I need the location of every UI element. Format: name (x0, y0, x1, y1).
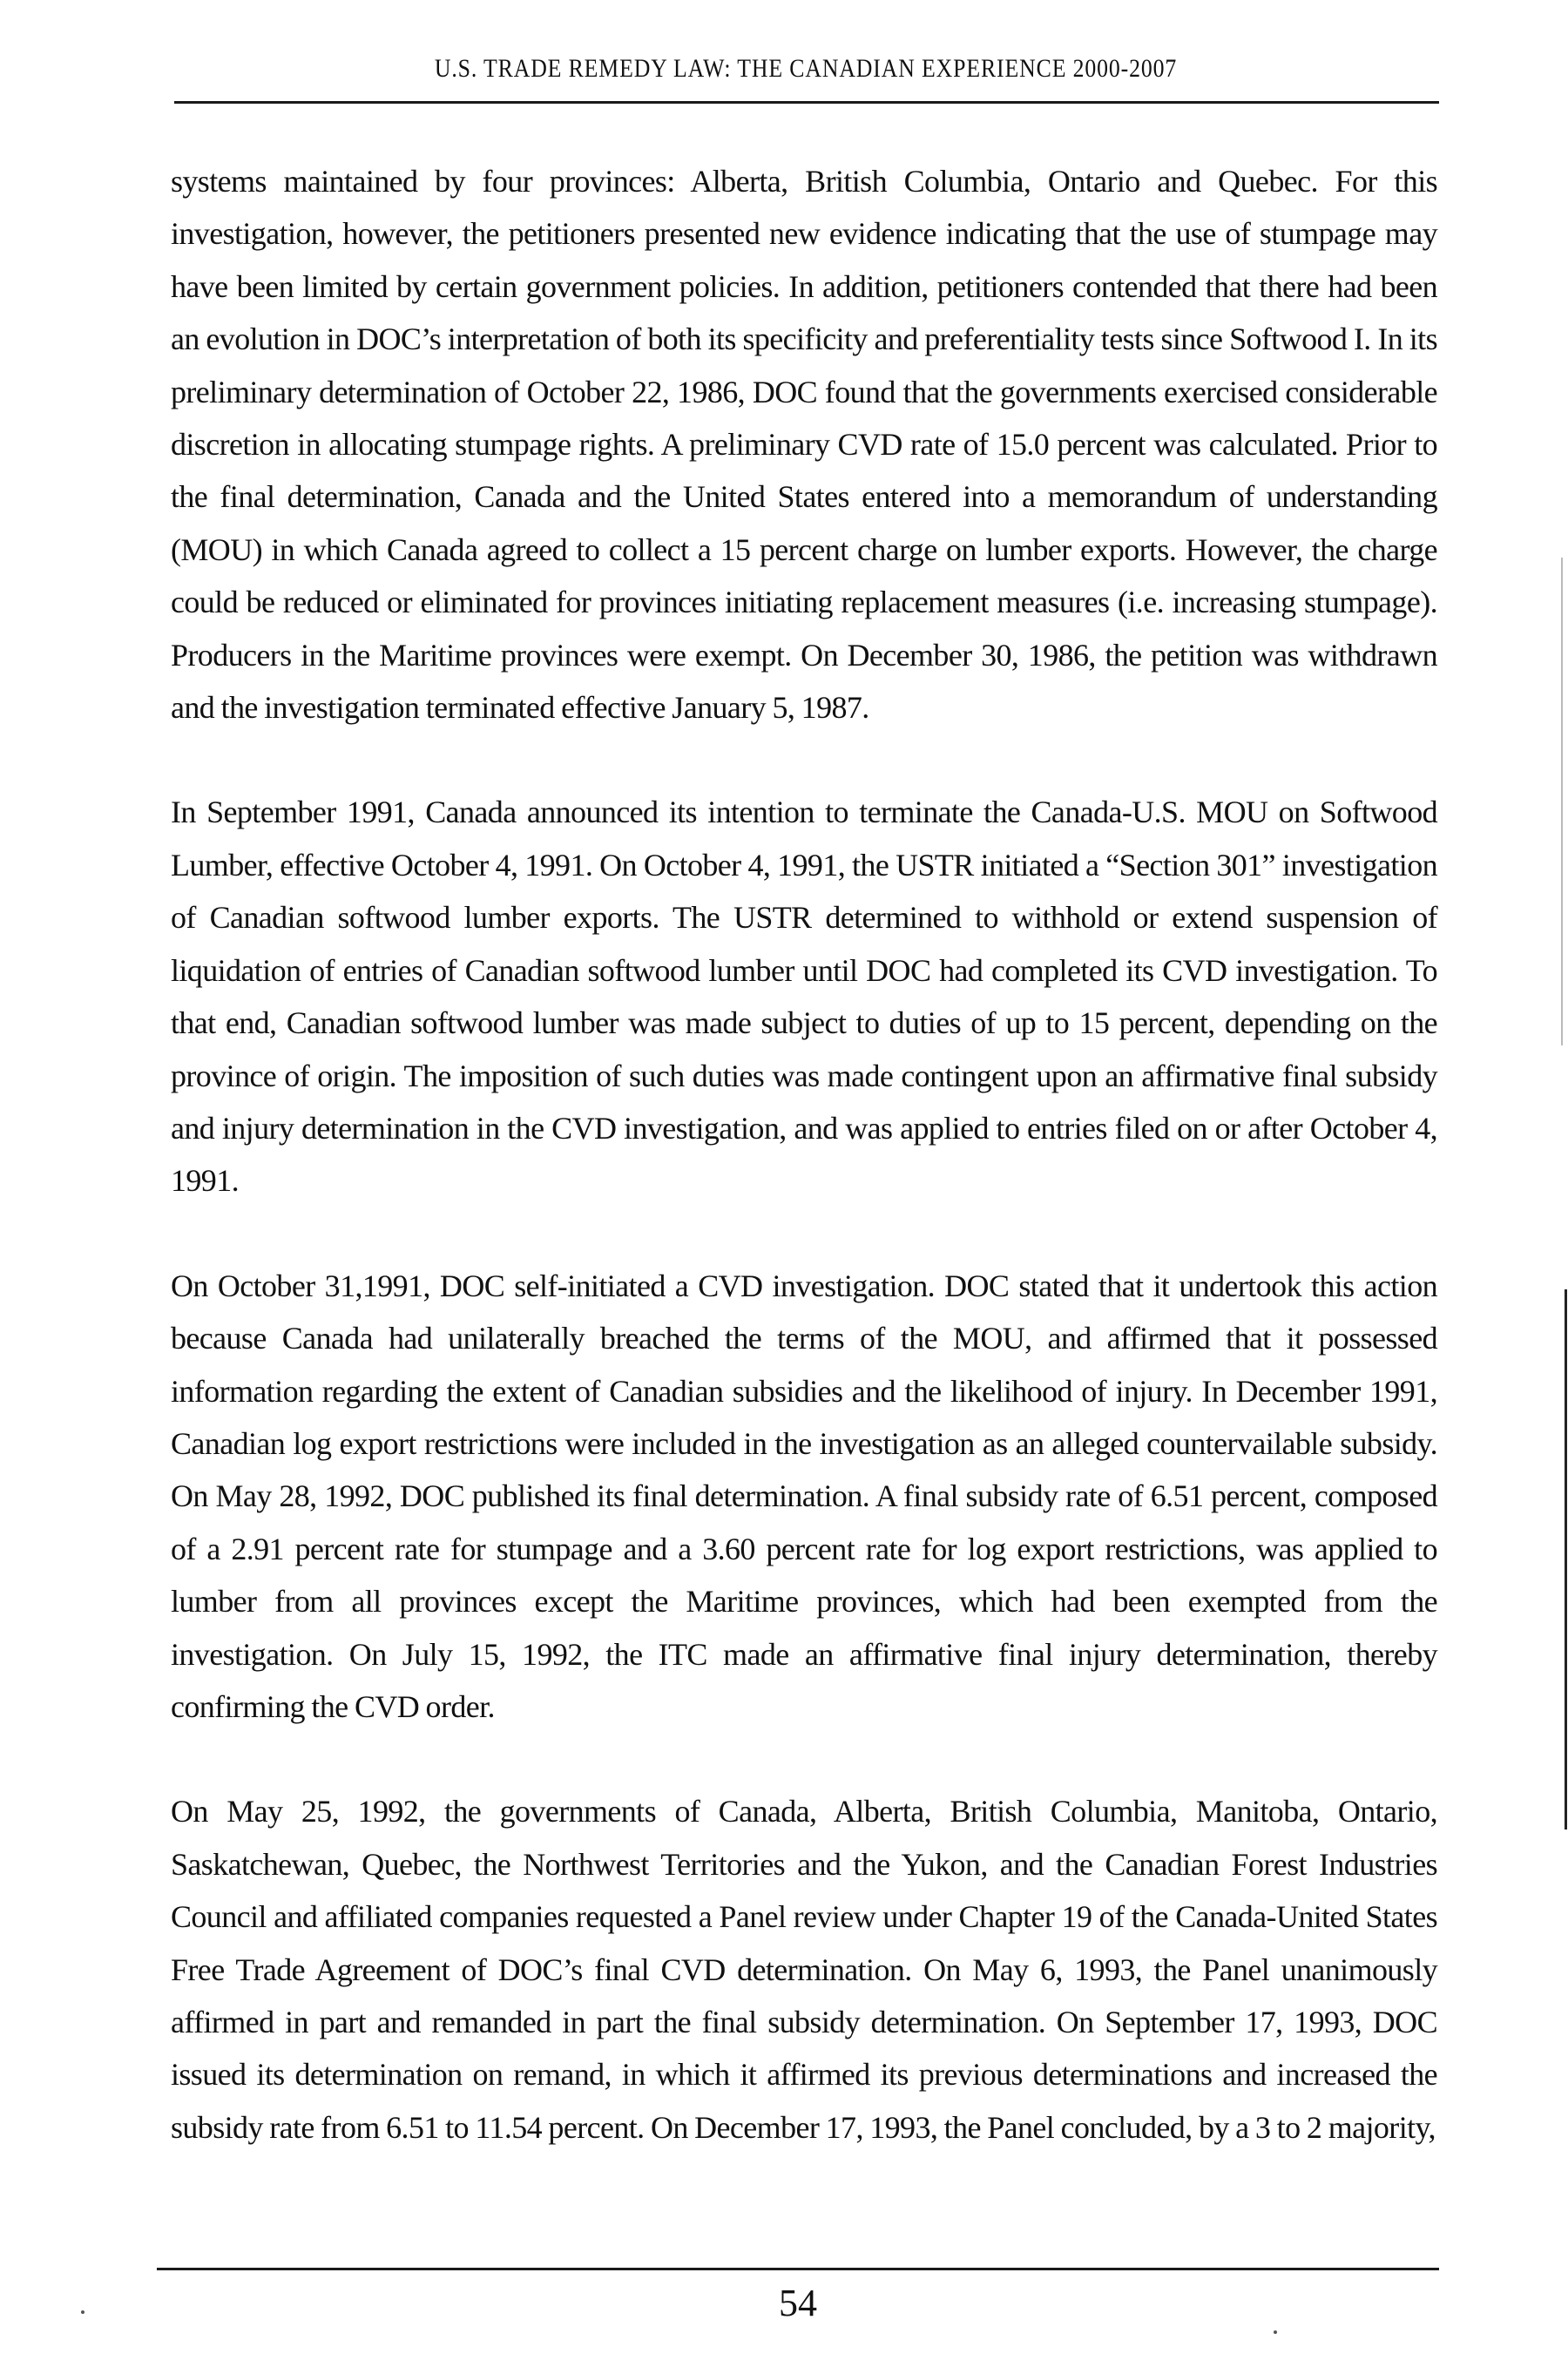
paragraph-softwood-ii: systems maintained by four provinces: Alberta, British Columbia, Ontario and Quebec. For this investigation, however, the petitioners presented new evidence indicating that the use of stumpage may have been limited by certain government policies. In addition, petitioners contended that there had been an evolution in DOC’s interpretation of both its specificity and preferentiality tests since Softwood I. In its preliminary determination of October 22, 1986, DOC found that the governments exercised considerable discretion in allocating stumpage rights. A preliminary CVD rate of 15.0 percent was calculated. Prior to the final determination, Canada and the United States entered into a memorandum of understanding (MOU) in which Canada agreed to collect a 15 percent charge on lumber exports. However, the charge could be reduced or eliminated for provinces initiating replacement measures (i.e. increasing stumpage). Producers in the Maritime provinces were exempt. On December 30, 1986, the petition was withdrawn and the investigation terminated effective January 5, 1987. (171, 164, 1437, 726)
paragraph-panel-review: On May 25, 1992, the governments of Canada, Alberta, British Columbia, Manitoba, Ontario, Saskatchewan, Quebec, the Northwest Territories and the Yukon, and the Canadian Forest Industries Council and affiliated companies requested a Panel review under Chapter 19 of the Canada-United States Free Trade Agreement of DOC’s final CVD determination. On May 6, 1993, the Panel unanimously affirmed in part and remanded in part the final subsidy determination. On September 17, 1993, DOC issued its determination on remand, in which it affirmed its previous determinations and increased the subsidy rate from 6.51 to 11.54 percent. On December 17, 1993, the Panel concluded, by a 3 to 2 majority, (171, 1794, 1437, 2145)
body-text (171, 155, 1437, 2206)
page-number: 54 (779, 2282, 817, 2324)
scan-speck (81, 2310, 84, 2314)
paragraph-softwood-iii-investigation: On October 31,1991, DOC self-initiated a CVD investigation. DOC stated that it undertook this action because Canada had unilaterally breached the terms of the MOU, and affirmed that it possessed information regarding the extent of Canadian subsidies and the likelihood of injury. In December 1991, Canadian log export restrictions were included in the investigation as an alleged countervailable subsidy. On May 28, 1992, DOC published its final determination. A final subsidy rate of 6.51 percent, composed of a 2.91 percent rate for stumpage and a 3.60 percent rate for log export restrictions, was applied to lumber from all provinces except the Maritime provinces, which had been exempted from the investigation. On July 15, 1992, the ITC made an affirmative final injury determination, thereby confirming the CVD order. (171, 1268, 1437, 1724)
scan-edge-artifact (1561, 558, 1563, 1045)
paragraph-mou-termination: In September 1991, Canada announced its intention to terminate the Canada-U.S. MOU on Softwood Lumber, effective October 4, 1991. On October 4, 1991, the USTR initiated a “Section 301” investigation of Canadian softwood lumber exports. The USTR determined to withhold or extend suspension of liquidation of entries of Canadian softwood lumber until DOC had completed its CVD investigation. To that end, Canadian softwood lumber was made subject to duties of up to 15 percent, depending on the province of origin. The imposition of such duties was made contingent upon an affirmative final subsidy and injury determination in the CVD investigation, and was applied to entries filed on or after October 4, 1991. (171, 795, 1437, 1199)
scan-speck (1274, 2330, 1277, 2334)
footer-rule (157, 2268, 1439, 2270)
running-header-title: U.S. TRADE REMEDY LAW: THE CANADIAN EXPERIENCE 2000-2007 (434, 54, 1178, 83)
header-rule (174, 101, 1439, 104)
scan-edge-artifact (1565, 1289, 1567, 1830)
